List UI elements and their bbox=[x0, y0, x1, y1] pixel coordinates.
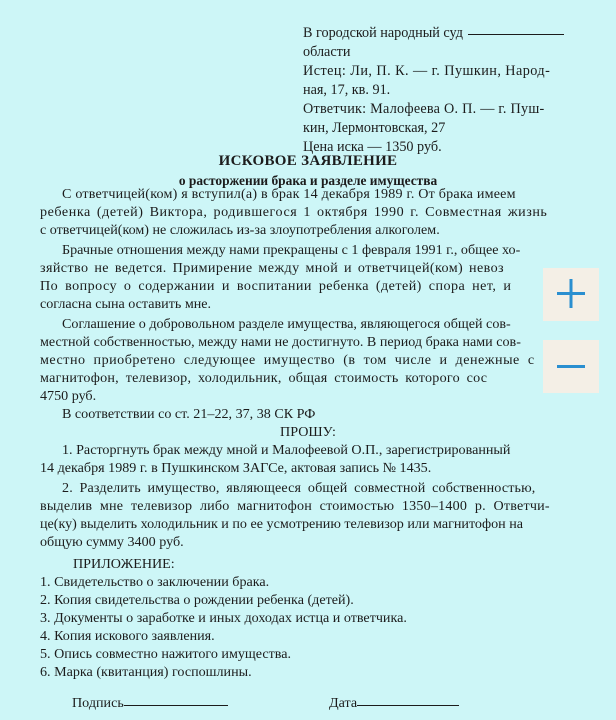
region-line: области bbox=[303, 44, 351, 60]
attachment-item: 4. Копия искового заявления. bbox=[40, 628, 215, 644]
paragraph-3-line: местно приобретено следующее имущество (в том числе и денежные с bbox=[40, 352, 535, 368]
attachment-item: 6. Марка (квитанция) госпошлины. bbox=[40, 664, 252, 680]
plaintiff-line-2: ная, 17, кв. 91. bbox=[303, 82, 391, 98]
minus-icon bbox=[543, 340, 599, 393]
request-2-line: выделив мне телевизор либо магнитофон стоимостью 1350–1400 р. Ответчи- bbox=[40, 498, 550, 514]
request-2-line: 2. Разделить имущество, являющееся общей совместной собственностью, bbox=[62, 480, 536, 496]
request-2-line: общую сумму 3400 руб. bbox=[40, 534, 184, 550]
court-line: В городской народный суд bbox=[303, 24, 593, 43]
attachment-item: 3. Документы о заработке и иных доходах истца и ответчика. bbox=[40, 610, 407, 626]
paragraph-2-line: согласна сына оставить мне. bbox=[40, 296, 212, 312]
paragraph-1-line: ребенка (детей) Виктора, родившегося 1 октября 1990 г. Совместная жизнь bbox=[40, 204, 548, 220]
signature-label: Подпись bbox=[72, 695, 124, 711]
signature-field bbox=[72, 695, 228, 712]
paragraph-3-line: Соглашение о добровольном разделе имущества, являющегося общей сов- bbox=[62, 316, 511, 332]
date-label: Дата bbox=[329, 695, 358, 711]
attachment-item: 1. Свидетельство о заключении брака. bbox=[40, 574, 270, 590]
document-subtitle: о расторжении брака и разделе имущества bbox=[178, 173, 438, 188]
defendant-line: Ответчик: Малофеева О. П. — г. Пуш- bbox=[303, 101, 545, 117]
document-title: ИСКОВОЕ ЗАЯВЛЕНИЕ bbox=[218, 153, 398, 169]
paragraph-3-line: магнитофон, телевизор, холодильник, общая стоимость которого сос bbox=[40, 370, 488, 386]
defendant-line-2: кин, Лермонтовская, 27 bbox=[303, 120, 446, 136]
request-1-line: 1. Расторгнуть брак между мной и Малофеевой О.П., зарегистрированный bbox=[62, 442, 511, 458]
paragraph-1-line: с ответчицей(ком) не сложилась из-за злоупотребления алкоголем. bbox=[40, 222, 440, 238]
paragraph-2-line: Брачные отношения между нами прекращены с 1 февраля 1991 г., общее хо- bbox=[62, 242, 521, 258]
court-blank bbox=[468, 34, 564, 35]
zoom-in-button[interactable] bbox=[543, 268, 599, 321]
paragraph-2-line: По вопросу о содержании и воспитании ребенка (детей) спора нет, и bbox=[40, 278, 512, 294]
paragraph-2-line: зяйство не ведется. Примирение между мной и ответчицей(ком) невоз bbox=[40, 260, 505, 276]
paragraph-3-line: местной собственностью, между нами не достигнуто. В период брака нами сов- bbox=[40, 334, 521, 350]
request-1-line: 14 декабря 1989 г. в Пушкинском ЗАГСе, актовая запись № 1435. bbox=[40, 460, 432, 476]
request-heading: ПРОШУ: bbox=[280, 424, 336, 440]
claim-price: Цена иска — 1350 руб. bbox=[303, 139, 442, 155]
date-line bbox=[357, 705, 459, 706]
paragraph-1-line: С ответчицей(ком) я вступил(а) в брак 14 декабря 1989 г. От брака имеем bbox=[62, 186, 516, 202]
request-2-line: це(ку) выделить холодильник и по ее усмотрению телевизор или магнитофон на bbox=[40, 516, 524, 532]
plaintiff-line: Истец: Ли, П. К. — г. Пушкин, Народ- bbox=[303, 63, 551, 79]
zoom-out-button[interactable] bbox=[543, 340, 599, 393]
plus-icon bbox=[543, 268, 599, 321]
date-field bbox=[329, 695, 459, 712]
signature-line bbox=[124, 705, 228, 706]
attachments-heading: ПРИЛОЖЕНИЕ: bbox=[73, 556, 175, 572]
attachment-item: 5. Опись совместно нажитого имущества. bbox=[40, 646, 292, 662]
attachment-item: 2. Копия свидетельства о рождении ребенка (детей). bbox=[40, 592, 354, 608]
address-block bbox=[303, 24, 593, 157]
paragraph-3-line: 4750 руб. bbox=[40, 388, 97, 404]
legal-basis-line: В соответствии со ст. 21–22, 37, 38 СК РФ bbox=[62, 406, 316, 422]
